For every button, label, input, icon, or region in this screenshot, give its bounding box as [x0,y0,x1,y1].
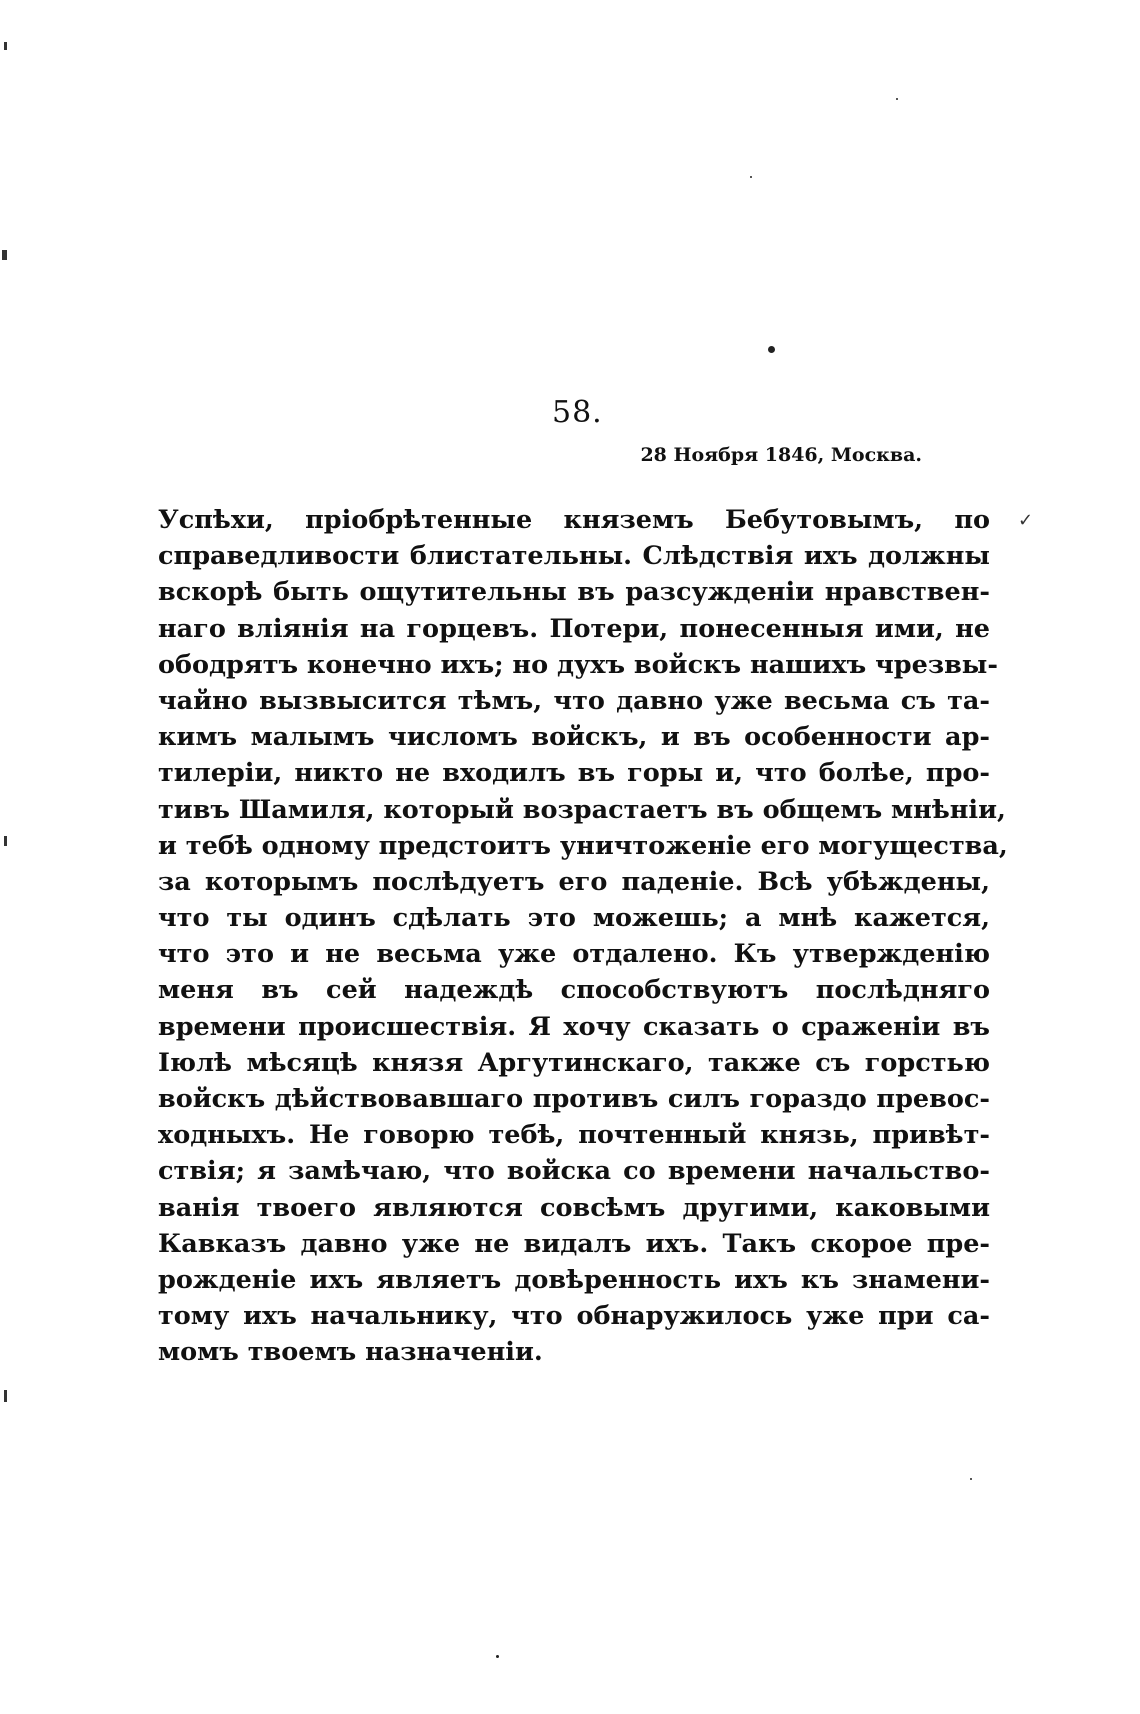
text-line: чайно вызвысится тѣмъ, что давно уже весьма съ та- [158,685,990,716]
text-line: справедливости блистательны. Слѣдствія ихъ должны [158,541,990,572]
margin-tick [4,836,7,846]
text-line: за которымъ послѣдуетъ его паденіе. Всѣ убѣждены, [158,866,990,897]
text-line: вскорѣ быть ощутительны въ разсужденіи нравствен- [158,577,990,608]
text-line: меня въ сей надеждѣ способствуютъ послѣдняго [158,975,990,1006]
text-line: рожденіе ихъ являетъ довѣренность ихъ къ знамени- [158,1264,990,1295]
text-line: Успѣхи, пріобрѣтенные княземъ Бебутовымъ, по [158,505,990,535]
dateline: 28 Ноября 1846, Москва. [640,444,922,466]
text-line: что ты одинъ сдѣлать это можешь; а мнѣ кажется, [158,903,990,934]
marginal-check-mark: ✓ [1018,510,1034,531]
text-line: тивъ Шамиля, который возрастаетъ въ общемъ мнѣніи, [158,794,1006,825]
text-line: момъ твоемъ назначеніи. [158,1337,543,1368]
text-line: Іюлѣ мѣсяцѣ князя Аргутинскаго, также съ горстью [158,1047,990,1078]
text-line: Кавказъ давно уже не видалъ ихъ. Такъ скорое пре- [158,1228,990,1259]
text-line: что это и не весьма уже отдалено. Къ утвержденію [158,939,990,970]
scan-speck [496,1655,499,1658]
margin-tick [2,250,7,260]
scan-speck [750,176,752,178]
text-line: ходныхъ. Не говорю тебѣ, почтенный князь, привѣт- [158,1120,990,1151]
text-line: кимъ малымъ числомъ войскъ, и въ особенности ар- [158,722,990,753]
text-line: тому ихъ начальнику, что обнаружилось уже при са- [158,1301,990,1332]
text-line: ванія твоего являются совсѣмъ другими, каковыми [158,1192,990,1223]
letter-body [158,502,1008,1371]
scan-speck [896,98,898,100]
text-line: ствія; я замѣчаю, что войска со времени начальство- [158,1156,990,1187]
text-line: войскъ дѣйствовавшаго противъ силъ гораздо превос- [158,1084,990,1114]
text-line: и тебѣ одному предстоитъ уничтоженіе его могущества, [158,830,1008,861]
text-line: времени происшествія. Я хочу сказать о сраженіи въ [158,1011,990,1042]
margin-tick [4,1390,7,1402]
scan-speck [970,1478,972,1480]
margin-tick [4,42,7,50]
scan-speck [768,346,775,353]
text-line: тилеріи, никто не входилъ въ горы и, что болѣе, про- [158,758,990,789]
letter-number: 58. [552,395,603,430]
text-line: наго вліянія на горцевъ. Потери, понесенныя ими, не [158,613,990,644]
text-line: ободрятъ конечно ихъ; но духъ войскъ нашихъ чрезвы- [158,649,998,680]
